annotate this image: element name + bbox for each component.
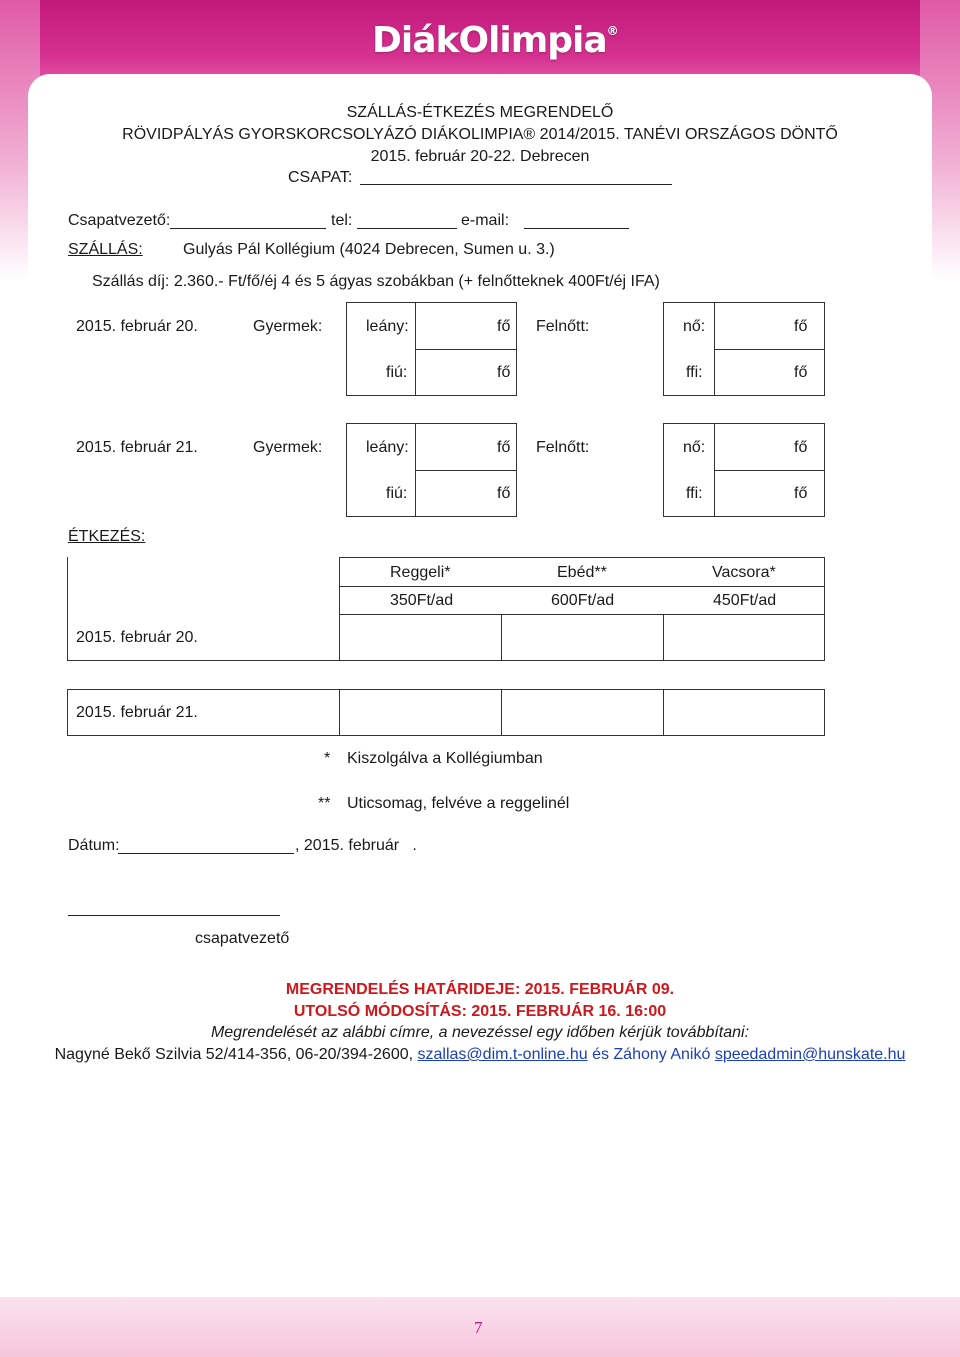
email-link-1[interactable]: szallas@dim.t-online.hu xyxy=(417,1046,588,1063)
lodging-day1-girl-input[interactable] xyxy=(416,303,491,348)
note2-text: Uticsomag, felvéve a reggelinél xyxy=(347,795,570,812)
meals-row1-breakfast-input[interactable] xyxy=(340,615,500,660)
page-number: 7 xyxy=(474,1318,483,1337)
meal-price-breakfast: 350Ft/ad xyxy=(390,592,454,609)
lodging-day1-adult-label: Felnőtt: xyxy=(536,318,590,335)
lodging-day1-child-label: Gyermek: xyxy=(253,318,323,335)
order-deadline: MEGRENDELÉS HATÁRIDEJE: 2015. FEBRUÁR 09. xyxy=(285,981,675,998)
lodging-day1-man-input[interactable] xyxy=(715,349,787,395)
lodging-day1-boy-unit: fő xyxy=(497,364,511,381)
lodging-day2-man-input[interactable] xyxy=(715,470,787,516)
lodging-day2-date: 2015. február 21. xyxy=(76,439,198,456)
meals-row2-breakfast-input[interactable] xyxy=(340,690,500,735)
contact-line xyxy=(0,1046,960,1064)
lodging-day2-man-unit: fő xyxy=(794,485,808,502)
signature-role: csapatvezető xyxy=(195,930,290,947)
signature-line[interactable] xyxy=(68,915,280,916)
event-title: RÖVIDPÁLYÁS GYORSKORCSOLYÁZÓ DIÁKOLIMPIA® 2014/2015. TANÉVI ORSZÁGOS DÖNTŐ xyxy=(122,126,838,143)
meals-row1-date: 2015. február 20. xyxy=(76,629,198,646)
logo-mark: ® xyxy=(606,24,618,38)
lodging-day1-boy-input[interactable] xyxy=(416,349,491,395)
date-suffix: , 2015. február . xyxy=(295,837,417,854)
lodging-day1-man-label: ffi: xyxy=(686,364,703,381)
meals-row1-lunch-input[interactable] xyxy=(501,615,662,660)
form-title: SZÁLLÁS-ÉTKEZÉS MEGRENDELŐ xyxy=(346,104,614,121)
lodging-day2-woman-unit: fő xyxy=(794,439,808,456)
lodging-day2-girl-input[interactable] xyxy=(416,424,491,469)
meal-col-breakfast: Reggeli* xyxy=(390,564,451,581)
meals-row1-dinner-input[interactable] xyxy=(663,615,824,660)
meal-col-dinner: Vacsora* xyxy=(712,564,776,581)
email-link-2[interactable]: speedadmin@hunskate.hu xyxy=(714,1046,906,1063)
modify-deadline: UTOLSÓ MÓDOSÍTÁS: 2015. FEBRUÁR 16. 16:00 xyxy=(293,1003,667,1020)
note2-mark: ** xyxy=(318,795,331,812)
meals-label: ÉTKEZÉS: xyxy=(68,528,146,545)
lodging-day2-man-label: ffi: xyxy=(686,485,703,502)
meals-row2-dinner-input[interactable] xyxy=(663,690,824,735)
lodging-day1-girl-label: leány: xyxy=(366,318,409,335)
leader-label: Csapatvezető: xyxy=(68,212,171,229)
send-instruction: Megrendelését az alábbi címre, a nevezéssel egy időben kérjük továbbítani: xyxy=(210,1024,750,1041)
lodging-day2-boy-unit: fő xyxy=(497,485,511,502)
lodging-day1-date: 2015. február 20. xyxy=(76,318,198,335)
diakolimpia-logo xyxy=(372,20,618,61)
lodging-day2-boy-input[interactable] xyxy=(416,470,491,516)
team-field[interactable] xyxy=(360,184,672,185)
email-field[interactable] xyxy=(524,228,629,229)
lodging-fee: Szállás díj: 2.360.- Ft/fő/éj 4 és 5 ágyas szobákban (+ felnőtteknek 400Ft/éj IFA) xyxy=(92,273,660,290)
lodging-day1-woman-unit: fő xyxy=(794,318,808,335)
leader-field[interactable] xyxy=(170,228,326,229)
date-label: Dátum: xyxy=(68,837,120,854)
tel-label: tel: xyxy=(331,212,353,229)
logo-text: DiákOlimpia xyxy=(372,20,607,61)
contact-middle: és Záhony Anikó xyxy=(592,1046,711,1063)
lodging-day1-man-unit: fő xyxy=(794,364,808,381)
lodging-day1-woman-input[interactable] xyxy=(715,303,787,348)
tel-field[interactable] xyxy=(357,228,457,229)
lodging-day2-adult-label: Felnőtt: xyxy=(536,439,590,456)
team-label: CSAPAT: xyxy=(288,169,353,186)
lodging-day2-woman-label: nő: xyxy=(683,439,706,456)
lodging-day2-child-label: Gyermek: xyxy=(253,439,323,456)
meal-price-lunch: 600Ft/ad xyxy=(551,592,615,609)
lodging-day2-boy-label: fiú: xyxy=(386,485,408,502)
meals-row2-lunch-input[interactable] xyxy=(501,690,662,735)
event-date-place: 2015. február 20-22. Debrecen xyxy=(370,148,590,165)
lodging-day2-girl-unit: fő xyxy=(497,439,511,456)
date-place-field[interactable] xyxy=(118,853,294,854)
contact-prefix: Nagyné Bekő Szilvia 52/414-356, 06-20/394-2600, xyxy=(54,1046,414,1063)
meals-row2-date: 2015. február 21. xyxy=(76,704,198,721)
note1-text: Kiszolgálva a Kollégiumban xyxy=(347,750,543,767)
meal-price-dinner: 450Ft/ad xyxy=(713,592,777,609)
lodging-day2-girl-label: leány: xyxy=(366,439,409,456)
lodging-day2-woman-input[interactable] xyxy=(715,424,787,469)
lodging-day1-woman-label: nő: xyxy=(683,318,706,335)
lodging-day1-boy-label: fiú: xyxy=(386,364,408,381)
lodging-day1-girl-unit: fő xyxy=(497,318,511,335)
note1-mark: * xyxy=(324,750,331,767)
lodging-place: Gulyás Pál Kollégium (4024 Debrecen, Sumen u. 3.) xyxy=(183,241,555,258)
meal-col-lunch: Ebéd** xyxy=(557,564,607,581)
email-label: e-mail: xyxy=(461,212,510,229)
lodging-label: SZÁLLÁS: xyxy=(68,241,143,258)
